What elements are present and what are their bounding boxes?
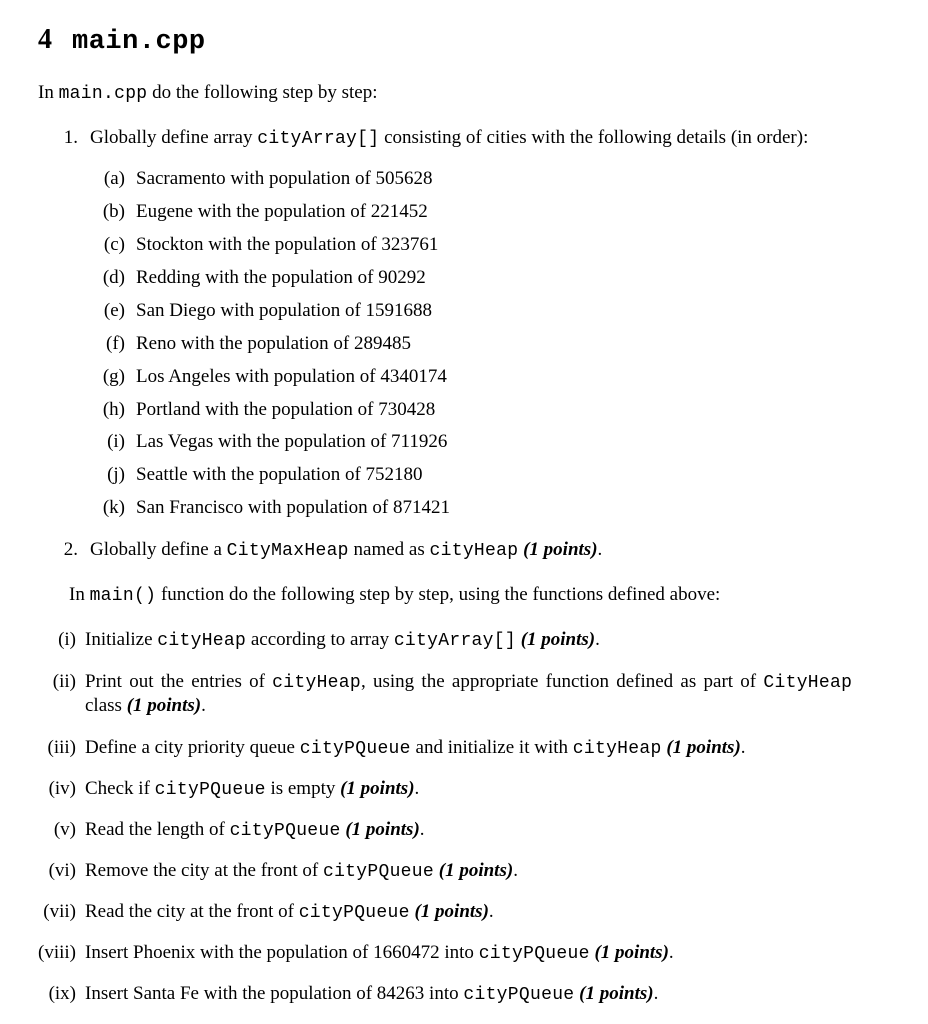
points-label: (1 points)	[666, 737, 741, 758]
inline-code: CityHeap	[763, 673, 853, 693]
points-label: (1 points)	[438, 860, 514, 881]
inline-code: cityHeap	[272, 673, 361, 693]
task-label: (iv)	[48, 778, 76, 799]
section-heading	[38, 24, 206, 57]
task-label: (ix)	[48, 983, 76, 1004]
points-label: (1 points)	[579, 983, 654, 1004]
task-item: Remove the city at the front of cityPQueue (1 points).	[85, 860, 518, 882]
task-label: (iii)	[47, 737, 76, 758]
inline-code: cityPQueue	[478, 944, 590, 964]
step-1-text: Globally define array cityArray[] consisting of cities with the following details (in order):	[90, 127, 809, 149]
list-item: Portland with the population of 730428	[136, 399, 436, 420]
list-item: Las Vegas with the population of 711926	[136, 431, 448, 452]
inline-code: cityPQueue	[299, 739, 411, 759]
list-item: San Diego with population of 1591688	[136, 300, 433, 321]
points-label: (1 points)	[594, 942, 669, 963]
intro-paragraph: In main.cpp do the following step by step:	[38, 82, 378, 104]
list-item-label: (a)	[103, 168, 125, 189]
task-label: (v)	[53, 819, 76, 840]
points-label: (1 points)	[523, 539, 598, 560]
list-item: San Francisco with population of 871421	[136, 497, 450, 518]
main-intro-paragraph: In main() function do the following step by step, using the functions defined above:	[69, 584, 721, 606]
task-item: Print out the entries of cityHeap, using the appropriate function defined as part of CityHeap	[85, 671, 853, 693]
task-item: Read the length of cityPQueue (1 points).	[85, 819, 425, 841]
points-label: (1 points)	[520, 629, 596, 650]
task-label: (vi)	[48, 860, 76, 881]
task-item: Initialize cityHeap according to array cityArray[] (1 points).	[85, 629, 600, 651]
points-label: (1 points)	[414, 901, 489, 922]
points-label: (1 points)	[340, 778, 415, 799]
task-label: (viii)	[38, 942, 76, 963]
inline-code: cityArray[]	[257, 129, 380, 149]
inline-code: cityPQueue	[229, 821, 341, 841]
step-number: 2.	[63, 539, 78, 560]
list-item: Redding with the population of 90292	[136, 267, 426, 288]
inline-code: cityPQueue	[463, 985, 575, 1005]
list-item: Stockton with the population of 323761	[136, 234, 439, 255]
inline-code: cityArray[]	[393, 631, 516, 651]
step-number: 1.	[63, 127, 78, 148]
inline-code: cityHeap	[157, 631, 247, 651]
list-item: Reno with the population of 289485	[136, 333, 411, 354]
inline-code: cityHeap	[572, 739, 662, 759]
list-item: Seattle with the population of 752180	[136, 464, 423, 485]
task-item: Define a city priority queue cityPQueue and initialize it with cityHeap (1 points).	[85, 737, 746, 759]
inline-code: main.cpp	[58, 84, 148, 104]
task-label: (i)	[58, 629, 76, 650]
task-item: Check if cityPQueue is empty (1 points).	[85, 778, 420, 800]
list-item-label: (c)	[103, 234, 125, 255]
task-item: Insert Phoenix with the population of 1660472 into cityPQueue (1 points).	[85, 942, 674, 964]
inline-code: cityPQueue	[154, 780, 266, 800]
task-item-continued: class (1 points).	[85, 695, 206, 716]
list-item: Los Angeles with population of 4340174	[136, 366, 447, 387]
list-item-label: (k)	[102, 497, 125, 518]
list-item-label: (f)	[106, 333, 125, 354]
list-item-label: (g)	[102, 366, 125, 387]
inline-code: main()	[89, 586, 157, 606]
task-label: (ii)	[52, 671, 76, 692]
section-title: main.cpp	[72, 27, 206, 57]
list-item: Eugene with the population of 221452	[136, 201, 428, 222]
task-label: (vii)	[43, 901, 76, 922]
section-number: 4	[38, 24, 52, 55]
list-item-label: (b)	[102, 201, 125, 222]
list-item-label: (i)	[107, 431, 125, 452]
points-label: (1 points)	[126, 695, 202, 716]
points-label: (1 points)	[345, 819, 420, 840]
step-2-text: Globally define a CityMaxHeap named as cityHeap (1 points).	[90, 539, 603, 561]
task-item: Insert Santa Fe with the population of 84263 into cityPQueue (1 points).	[85, 983, 659, 1005]
list-item-label: (d)	[102, 267, 125, 288]
list-item-label: (h)	[102, 399, 125, 420]
task-item: Read the city at the front of cityPQueue (1 points).	[85, 901, 494, 923]
inline-code: cityPQueue	[322, 862, 434, 882]
list-item-label: (e)	[103, 300, 125, 321]
inline-code: cityHeap	[429, 541, 519, 561]
inline-code: cityPQueue	[298, 903, 410, 923]
inline-code: CityMaxHeap	[226, 541, 349, 561]
list-item-label: (j)	[107, 464, 125, 485]
list-item: Sacramento with population of 505628	[136, 168, 433, 189]
